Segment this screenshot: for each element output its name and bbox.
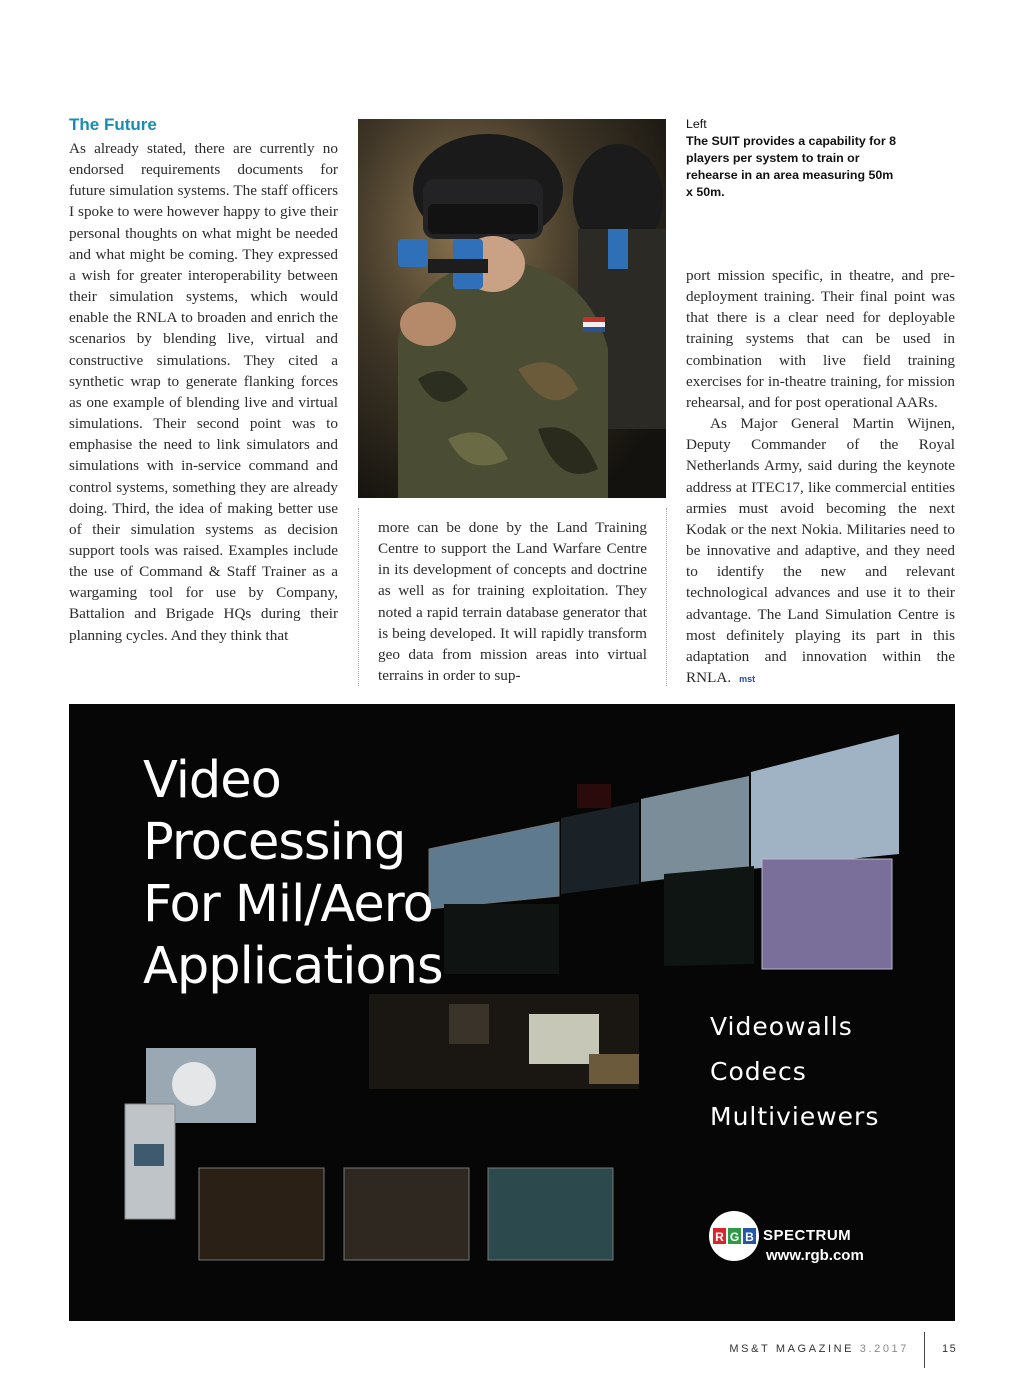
- logo-letter-r: R: [715, 1230, 724, 1244]
- soldier-vr-photo: [358, 119, 666, 498]
- column-divider: [666, 508, 667, 686]
- soldier-vr-photo-illustration: [358, 119, 666, 498]
- ad-product-videowalls: Videowalls: [710, 1012, 853, 1041]
- ad-headline-line: Video: [143, 751, 281, 810]
- end-mark: mst: [739, 673, 756, 684]
- column-divider: [358, 508, 359, 686]
- logo-letter-b: B: [745, 1230, 754, 1244]
- article-column-2: [378, 517, 647, 686]
- ad-headline-line: Processing: [143, 813, 406, 872]
- ad-product-multiviewers: Multiviewers: [710, 1102, 880, 1131]
- page-number: 15: [942, 1343, 958, 1355]
- footer-divider: [924, 1332, 925, 1368]
- photo-caption: [686, 116, 896, 201]
- ad-headline: [143, 750, 443, 998]
- article-paragraph: [686, 413, 955, 690]
- brand-url[interactable]: www.rgb.com: [766, 1247, 864, 1264]
- issue-number: 3.2017: [859, 1343, 909, 1355]
- magazine-footer: [729, 1343, 909, 1355]
- article-paragraph: more can be done by the Land Training Centre to support the Land Warfare Centre in its development of concepts and doctrine as well as for training exploitation. They noted a rapid terrain database generator that is being developed. It will rapidly transform geo data from mission areas into virtual terrains in order to sup-: [378, 519, 647, 685]
- article-paragraph: As already stated, there are currently no endorsed requirements documents for future simulation systems. The staff officers I spoke to were however happy to give their personal thoughts on what might be needed and what might be coming. They expressed a wish for greater interoperability between their simulation systems, which would enable the RNLA to broaden and enrich the scenarios by blending live, virtual and constructive simulations. They cited a synthetic wrap to generate flanking forces as one example of blending live and virtual simulations. Their second point was to emphasise the need to link simulators and simulations with in-service command and control systems, something they are already doing. Third, the idea of making better use of their simulation systems as decision support tools was raised. Examples include the use of Command & Staff Trainer as a wargaming tool for use by Company, Battalion and Brigade HQs during their planning cycles. And they think that: [69, 140, 338, 644]
- article-paragraph: port mission specific, in theatre, and pre-deployment training. Their final point was that there is a clear need for deployable training systems that can be used in combination with live field training exercises for in-theatre training, for mission rehearsal, and for post operational AARs.: [686, 267, 955, 411]
- article-paragraph-text: As Major General Martin Wijnen, Deputy Commander of the Royal Netherlands Army, said during the keynote address at ITEC17, like commercial entities armies must avoid becoming the next Kodak or the next Nokia. Militaries need to be innovative and adaptive, and they need to identify the new and relevant technological advances and use it to their advantage. The Land Simulation Centre is most definitely playing its part in this adaptation and innovation within the RNLA.: [686, 415, 955, 686]
- section-heading: The Future: [69, 115, 157, 134]
- caption-position: Left: [686, 117, 707, 131]
- brand-name: SPECTRUM: [763, 1227, 852, 1244]
- article-column-1: [69, 138, 338, 646]
- ad-headline-line: For Mil/Aero: [143, 875, 433, 934]
- ad-headline-line: Applications: [143, 937, 443, 996]
- article-column-3: [686, 265, 955, 690]
- rgb-spectrum-advertisement: [69, 704, 955, 1321]
- caption-text: The SUIT provides a capability for 8 players per system to train or rehearse in an area measuring 50m x 50m.: [686, 134, 897, 199]
- logo-letter-g: G: [729, 1230, 740, 1244]
- magazine-name: MS&T MAGAZINE: [729, 1343, 855, 1355]
- ad-product-codecs: Codecs: [710, 1057, 807, 1086]
